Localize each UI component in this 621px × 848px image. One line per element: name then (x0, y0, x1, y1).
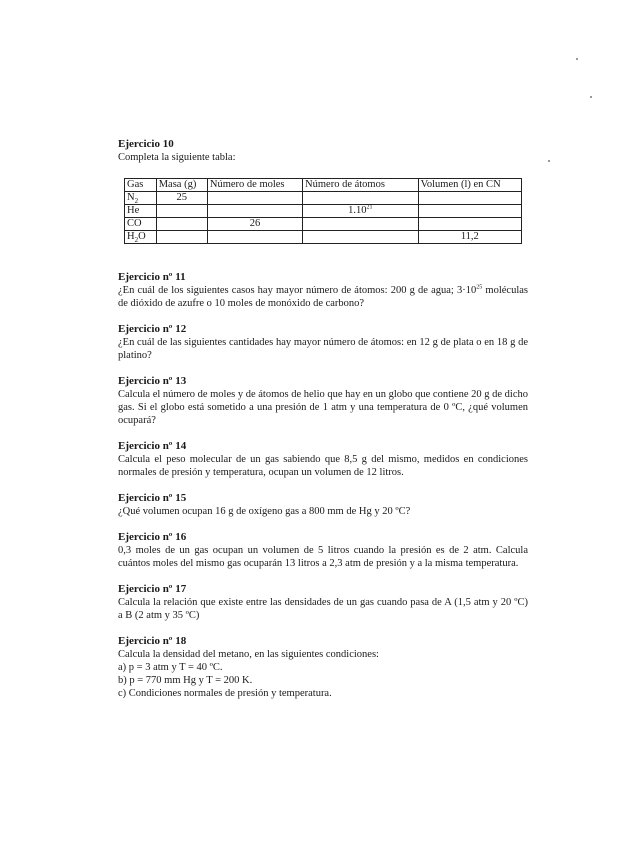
gas-cell: CO (125, 218, 157, 231)
empty-cell (303, 192, 419, 205)
exercise-list (118, 138, 528, 713)
empty-cell (156, 218, 207, 231)
header-cell: Gas (125, 179, 157, 192)
exercise-text: Calcula el peso molecular de un gas sabiendo que 8,5 g del mismo, medidos en condiciones normales de presión y temperatura, ocupan un volumen de 12 litros. (118, 454, 528, 478)
exercise-text: 0,3 moles de un gas ocupan un volumen de 5 litros cuando la presión es de 2 atm. Calcula cuántos moles del mismo gas ocuparán 13 litros a 2,3 atm de presión y a la misma temperatura. (118, 545, 528, 569)
exercise-text: ¿Qué volumen ocupan 16 g de oxígeno gas a 800 mm de Hg y 20 ºC? (118, 506, 411, 517)
list-item: c) Condiciones normales de presión y temperatura. (118, 688, 332, 699)
header-cell: Volumen (l) en CN (418, 179, 521, 192)
exercise-18 (118, 635, 528, 700)
exercise-text: Calcula la densidad del metano, en las siguientes condiciones: (118, 649, 379, 660)
exercise-10 (118, 138, 528, 244)
exercise-16 (118, 531, 528, 570)
table-row (125, 205, 522, 218)
exercise-17 (118, 583, 528, 622)
empty-cell (418, 205, 521, 218)
scan-speck (590, 96, 592, 98)
gas-cell: $N_2$ (125, 192, 157, 205)
moles-cell: 26 (207, 218, 302, 231)
exercise-instruction: Completa la siguiente tabla: (118, 152, 236, 163)
exercise-title: Ejercicio nº 16 (118, 531, 187, 543)
data-table (124, 178, 522, 244)
gas-cell: He (125, 205, 157, 218)
volume-cell: 11,2 (418, 231, 521, 244)
header-cell: Número de moles (207, 179, 302, 192)
exercise-13 (118, 375, 528, 427)
table-row (125, 218, 522, 231)
header-cell: Masa (g) (156, 179, 207, 192)
mass-cell: 25 (156, 192, 207, 205)
exercise-15 (118, 492, 528, 518)
table-header-row (125, 179, 522, 192)
scan-speck (548, 160, 550, 162)
exercise-title: Ejercicio nº 17 (118, 583, 187, 595)
header-cell: Número de átomos (303, 179, 419, 192)
exercise-title: Ejercicio nº 13 (118, 375, 187, 387)
exercise-text: Calcula la relación que existe entre las densidades de un gas cuando pasa de A (1,5 atm y 20 ºC) a B (2 atm y 35 ºC) (118, 597, 528, 621)
exercise-title: Ejercicio nº 18 (118, 635, 187, 647)
table-row (125, 192, 522, 205)
exercise-11 (118, 271, 528, 310)
empty-cell (418, 218, 521, 231)
empty-cell (303, 231, 419, 244)
atoms-cell: 1.10$^{21}$ (303, 205, 419, 218)
exercise-title: Ejercicio nº 14 (118, 440, 187, 452)
list-item: a) p = 3 atm y T = 40 ºC. (118, 662, 223, 673)
gas-cell: $H_2O$ (125, 231, 157, 244)
empty-cell (207, 231, 302, 244)
exercise-title: Ejercicio 10 (118, 138, 174, 150)
empty-cell (156, 205, 207, 218)
exercise-text: ¿En cuál de los siguientes casos hay mayor número de átomos: 200 g de agua; $3\cdot 10^{25}$ moléculas de dióxido de azufre o 10 moles de monóxido de carbono? (118, 284, 528, 309)
condition-list (118, 661, 528, 700)
scan-speck (576, 58, 578, 60)
exercise-12 (118, 323, 528, 362)
list-item: b) p = 770 mm Hg y T = 200 K. (118, 675, 253, 686)
exercise-text: Calcula el número de moles y de átomos de helio que hay en un globo que contiene 20 g de dicho gas. Si el globo está sometido a una presión de 1 atm y una temperatura de 0 ºC, ¿qué volumen ocupará? (118, 389, 528, 426)
empty-cell (207, 192, 302, 205)
empty-cell (156, 231, 207, 244)
exercise-title: Ejercicio nº 12 (118, 323, 187, 335)
exercise-title: Ejercicio nº 11 (118, 271, 186, 283)
table-row (125, 231, 522, 244)
empty-cell (418, 192, 521, 205)
empty-cell (207, 205, 302, 218)
exercise-title: Ejercicio nº 15 (118, 492, 187, 504)
empty-cell (303, 218, 419, 231)
exercise-14 (118, 440, 528, 479)
exercise-text: ¿En cuál de las siguientes cantidades hay mayor número de átomos: en 12 g de plata o en 18 g de platino? (118, 337, 528, 361)
